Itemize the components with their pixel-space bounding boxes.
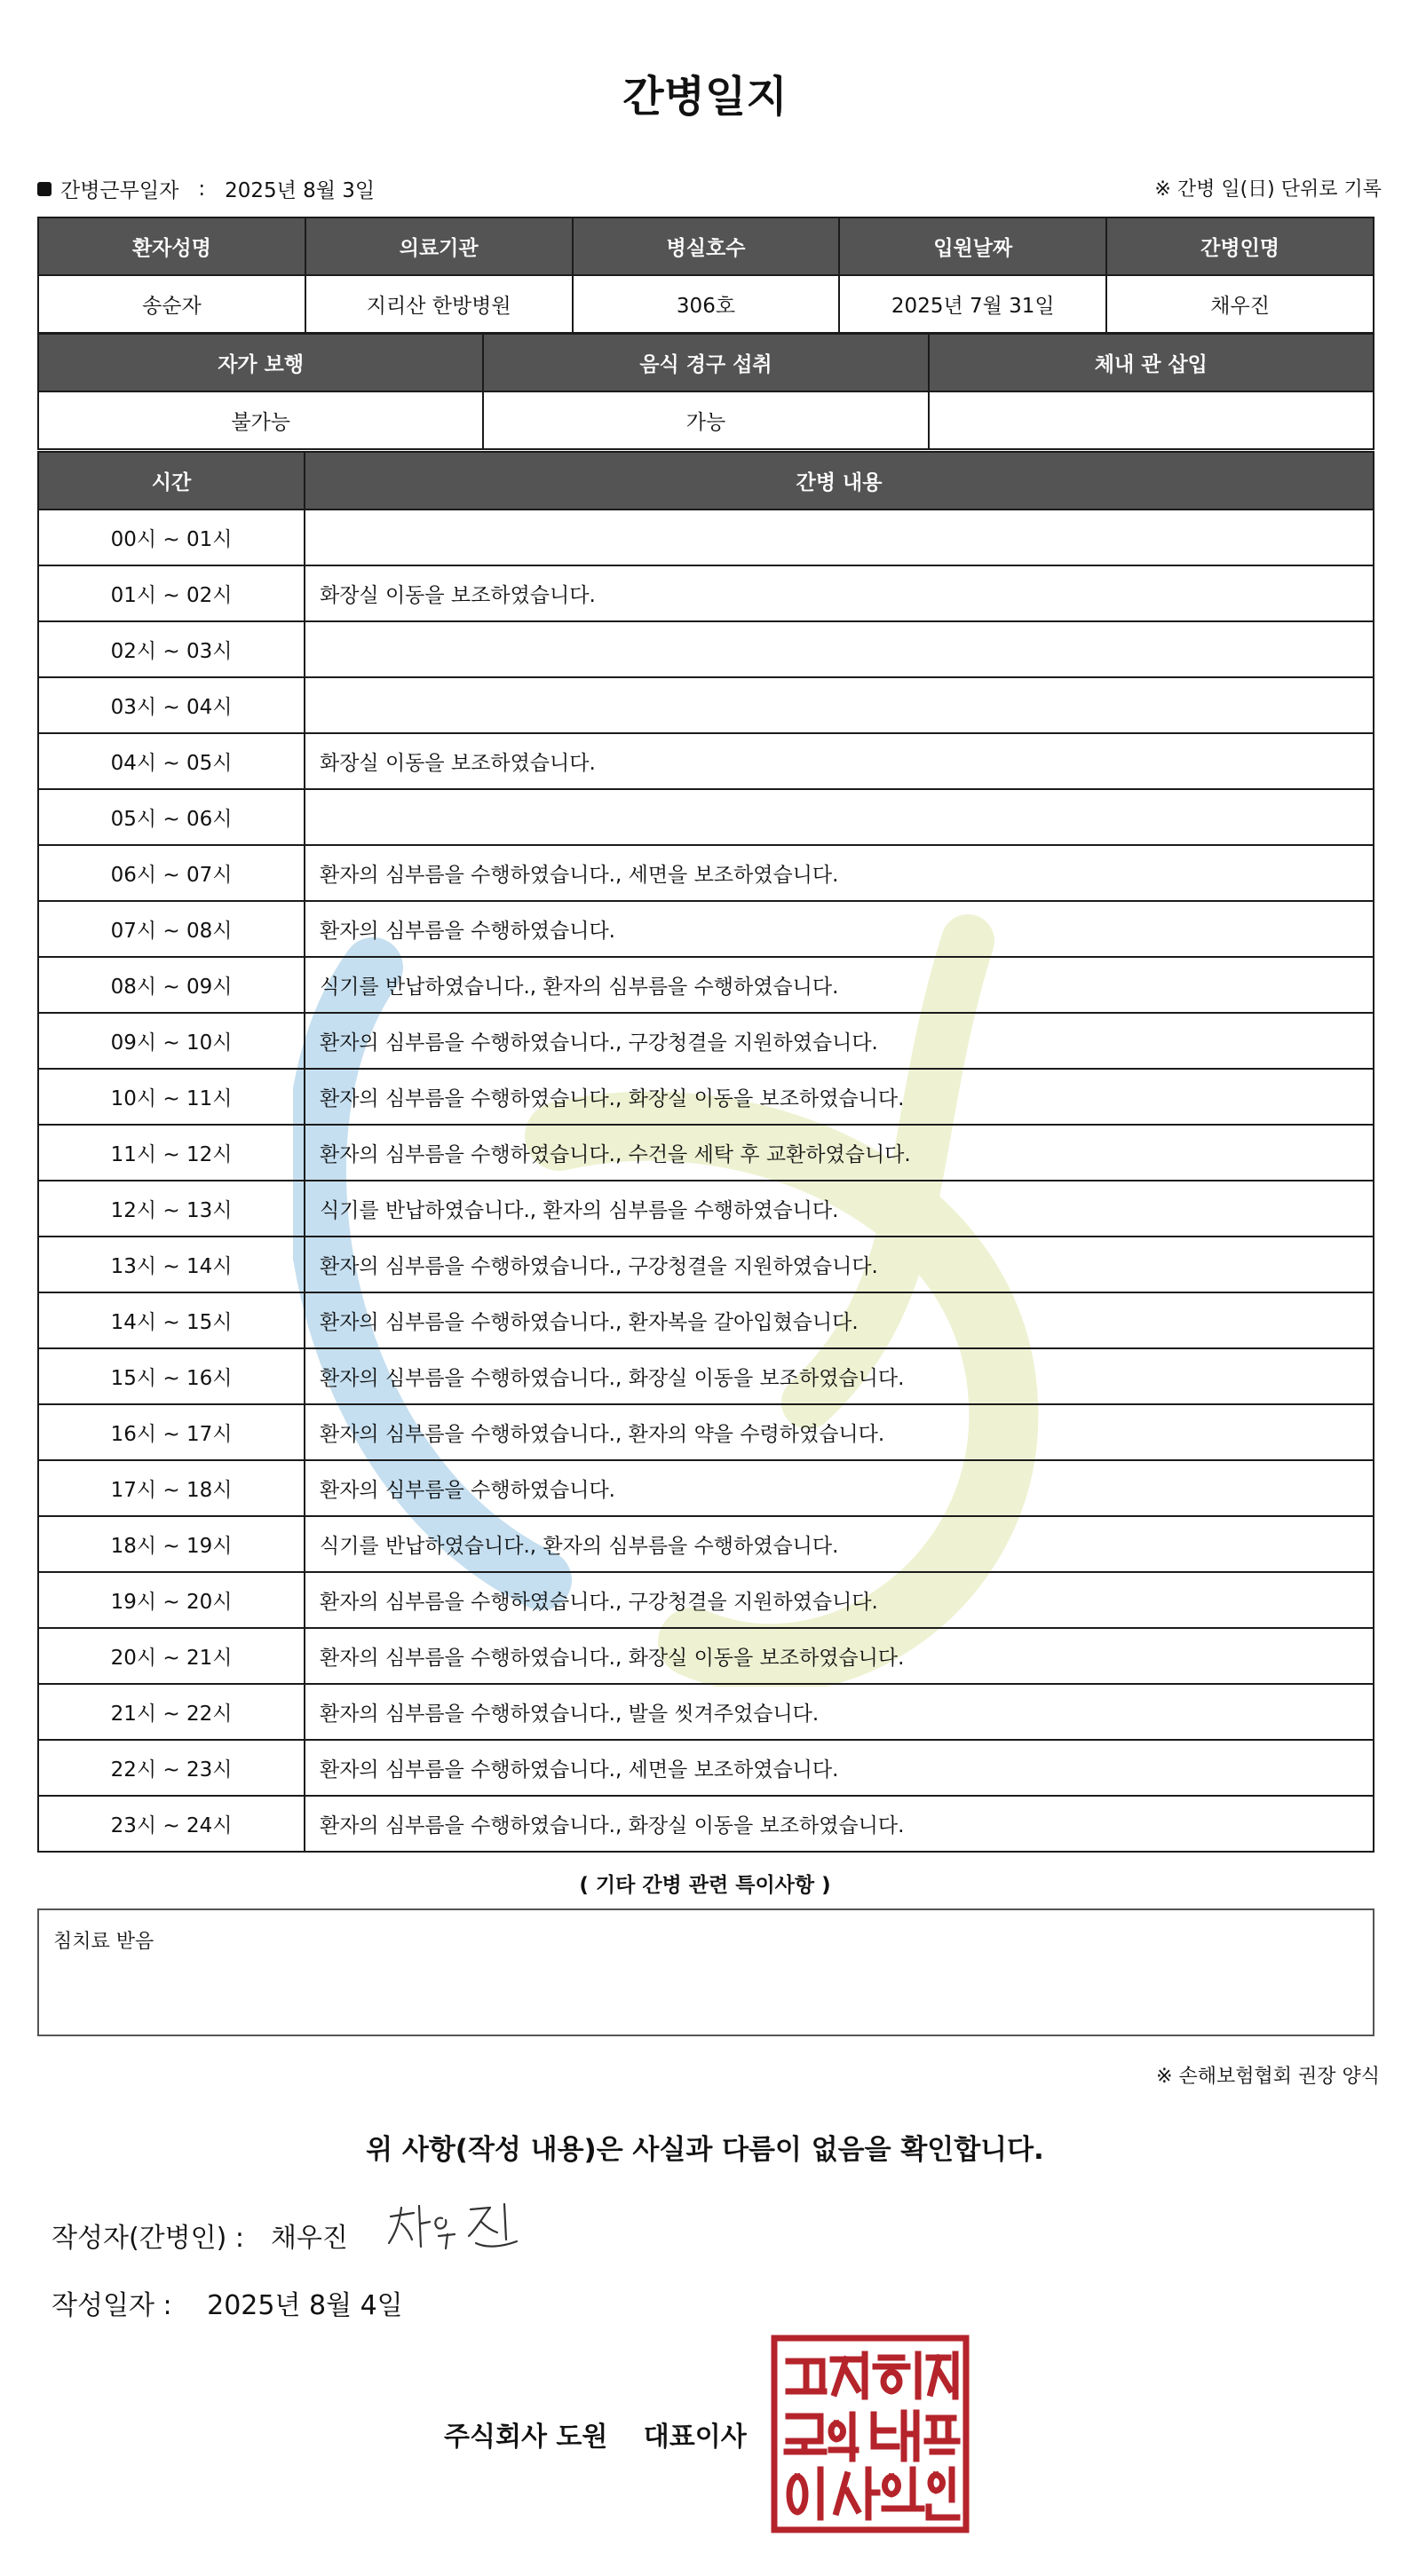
writer-label: 작성자(간병인) : (51, 2223, 244, 2254)
time-cell: 12시 ~ 13시 (38, 1181, 305, 1237)
content-cell (305, 621, 1374, 677)
work-date-value: 2025년 8월 3일 (225, 179, 376, 202)
table-row (38, 1181, 1374, 1237)
header-tube-insertion: 체내 관 삽입 (929, 334, 1374, 391)
work-date-colon: : (198, 177, 206, 201)
admission-date: 2025년 7월 31일 (839, 275, 1106, 333)
time-cell: 14시 ~ 15시 (38, 1292, 305, 1348)
table-row (38, 1796, 1374, 1852)
table-row (38, 677, 1374, 733)
patient-status-table (37, 333, 1374, 450)
remarks-label: ( 기타 간병 관련 특이사항 ) (579, 1874, 831, 1897)
time-cell: 15시 ~ 16시 (38, 1348, 305, 1404)
content-cell: 환자의 심부름을 수행하였습니다., 화장실 이동을 보조하였습니다. (305, 1628, 1374, 1684)
table-row (38, 1013, 1374, 1069)
time-cell: 18시 ~ 19시 (38, 1516, 305, 1572)
content-cell: 화장실 이동을 보조하였습니다. (305, 565, 1374, 621)
write-date-value: 2025년 8월 4일 (207, 2290, 403, 2321)
content-cell (305, 789, 1374, 845)
time-cell: 01시 ~ 02시 (38, 565, 305, 621)
table-row (38, 1404, 1374, 1460)
time-cell: 07시 ~ 08시 (38, 901, 305, 957)
table-row (38, 1460, 1374, 1516)
content-cell: 환자의 심부름을 수행하였습니다., 구강청결을 지원하였습니다. (305, 1013, 1374, 1069)
room-number: 306호 (573, 275, 840, 333)
time-cell: 16시 ~ 17시 (38, 1404, 305, 1460)
time-cell: 09시 ~ 10시 (38, 1013, 305, 1069)
patient-info-table (37, 217, 1374, 334)
content-cell: 환자의 심부름을 수행하였습니다., 구강청결을 지원하였습니다. (305, 1237, 1374, 1292)
table-row (38, 621, 1374, 677)
time-cell: 05시 ~ 06시 (38, 789, 305, 845)
table-row (38, 901, 1374, 957)
header-time: 시간 (38, 452, 305, 510)
header-oral-intake: 음식 경구 섭취 (483, 334, 928, 391)
header-caregiver-name: 간병인명 (1106, 217, 1374, 275)
content-cell (305, 510, 1374, 565)
time-cell: 00시 ~ 01시 (38, 510, 305, 565)
table-row (38, 733, 1374, 789)
table-row (38, 510, 1374, 565)
table-row (38, 845, 1374, 901)
writer-row (51, 2216, 348, 2255)
patient-name: 송순자 (38, 275, 305, 333)
company-seal-stamp (771, 2335, 970, 2533)
content-cell: 환자의 심부름을 수행하였습니다., 구강청결을 지원하였습니다. (305, 1572, 1374, 1628)
time-cell: 08시 ~ 09시 (38, 957, 305, 1013)
oral-intake-value: 가능 (483, 391, 928, 449)
table-row (38, 1237, 1374, 1292)
unit-note: ※ 간병 일(日) 단위로 기록 (1154, 178, 1382, 201)
care-log-table (37, 451, 1374, 1853)
table-row (38, 565, 1374, 621)
handwritten-signature (384, 2197, 526, 2259)
time-cell: 22시 ~ 23시 (38, 1740, 305, 1796)
table-row (38, 1292, 1374, 1348)
table-row (38, 1740, 1374, 1796)
header-patient-name: 환자성명 (38, 217, 305, 275)
content-cell: 환자의 심부름을 수행하였습니다., 발을 씻겨주었습니다. (305, 1684, 1374, 1740)
work-date-row (37, 174, 375, 203)
table-row (38, 1628, 1374, 1684)
table-row (38, 1684, 1374, 1740)
content-cell: 식기를 반납하였습니다., 환자의 심부름을 수행하였습니다. (305, 1516, 1374, 1572)
content-cell: 환자의 심부름을 수행하였습니다., 수건을 세탁 후 교환하였습니다. (305, 1125, 1374, 1181)
content-cell: 환자의 심부름을 수행하였습니다., 화장실 이동을 보조하였습니다. (305, 1069, 1374, 1125)
time-cell: 02시 ~ 03시 (38, 621, 305, 677)
work-date-label: 간병근무일자 (60, 179, 179, 202)
content-cell: 환자의 심부름을 수행하였습니다., 화장실 이동을 보조하였습니다. (305, 1348, 1374, 1404)
content-cell: 식기를 반납하였습니다., 환자의 심부름을 수행하였습니다. (305, 957, 1374, 1013)
table-row (38, 957, 1374, 1013)
content-cell: 환자의 심부름을 수행하였습니다. (305, 1460, 1374, 1516)
hospital-name: 지리산 한방병원 (305, 275, 573, 333)
tube-insertion-value (929, 391, 1374, 449)
content-cell: 환자의 심부름을 수행하였습니다., 세면을 보조하였습니다. (305, 1740, 1374, 1796)
time-cell: 20시 ~ 21시 (38, 1628, 305, 1684)
header-self-walking: 자가 보행 (38, 334, 483, 391)
time-cell: 11시 ~ 12시 (38, 1125, 305, 1181)
content-cell: 환자의 심부름을 수행하였습니다., 환자의 약을 수령하였습니다. (305, 1404, 1374, 1460)
content-cell: 식기를 반납하였습니다., 환자의 심부름을 수행하였습니다. (305, 1181, 1374, 1237)
table-row (38, 1069, 1374, 1125)
confirmation-statement: 위 사항(작성 내용)은 사실과 다름이 없음을 확인합니다. (366, 2134, 1044, 2166)
time-cell: 04시 ~ 05시 (38, 733, 305, 789)
bullet-square-icon (37, 182, 51, 196)
table-row (38, 1516, 1374, 1572)
time-cell: 21시 ~ 22시 (38, 1684, 305, 1740)
time-cell: 19시 ~ 20시 (38, 1572, 305, 1628)
table-row (38, 1348, 1374, 1404)
writer-name: 채우진 (270, 2223, 348, 2254)
time-cell: 13시 ~ 14시 (38, 1237, 305, 1292)
document-title: 간병일지 (622, 72, 788, 122)
self-walking-value: 불가능 (38, 391, 483, 449)
form-source-note: ※ 손해보험협회 권장 양식 (1156, 2066, 1380, 2088)
table-row (38, 1125, 1374, 1181)
time-cell: 03시 ~ 04시 (38, 677, 305, 733)
content-cell: 환자의 심부름을 수행하였습니다. (305, 901, 1374, 957)
header-room-number: 병실호수 (573, 217, 840, 275)
write-date-row (51, 2283, 403, 2322)
time-cell: 10시 ~ 11시 (38, 1069, 305, 1125)
time-cell: 17시 ~ 18시 (38, 1460, 305, 1516)
write-date-label: 작성일자 : (51, 2290, 172, 2321)
time-cell: 06시 ~ 07시 (38, 845, 305, 901)
company-name: 주식회사 도원 (444, 2422, 608, 2453)
content-cell: 환자의 심부름을 수행하였습니다., 환자복을 갈아입혔습니다. (305, 1292, 1374, 1348)
content-cell: 환자의 심부름을 수행하였습니다., 화장실 이동을 보조하였습니다. (305, 1796, 1374, 1852)
table-row (38, 789, 1374, 845)
remarks-box: 침치료 받음 (37, 1908, 1374, 2036)
header-care-content: 간병 내용 (305, 452, 1374, 510)
content-cell: 화장실 이동을 보조하였습니다. (305, 733, 1374, 789)
company-signature-line (444, 2414, 747, 2454)
time-cell: 23시 ~ 24시 (38, 1796, 305, 1852)
caregiver-name: 채우진 (1106, 275, 1374, 333)
table-row (38, 1572, 1374, 1628)
header-hospital: 의료기관 (305, 217, 573, 275)
content-cell: 환자의 심부름을 수행하였습니다., 세면을 보조하였습니다. (305, 845, 1374, 901)
representative-title: 대표이사 (643, 2422, 747, 2453)
content-cell (305, 677, 1374, 733)
header-admission-date: 입원날짜 (839, 217, 1106, 275)
